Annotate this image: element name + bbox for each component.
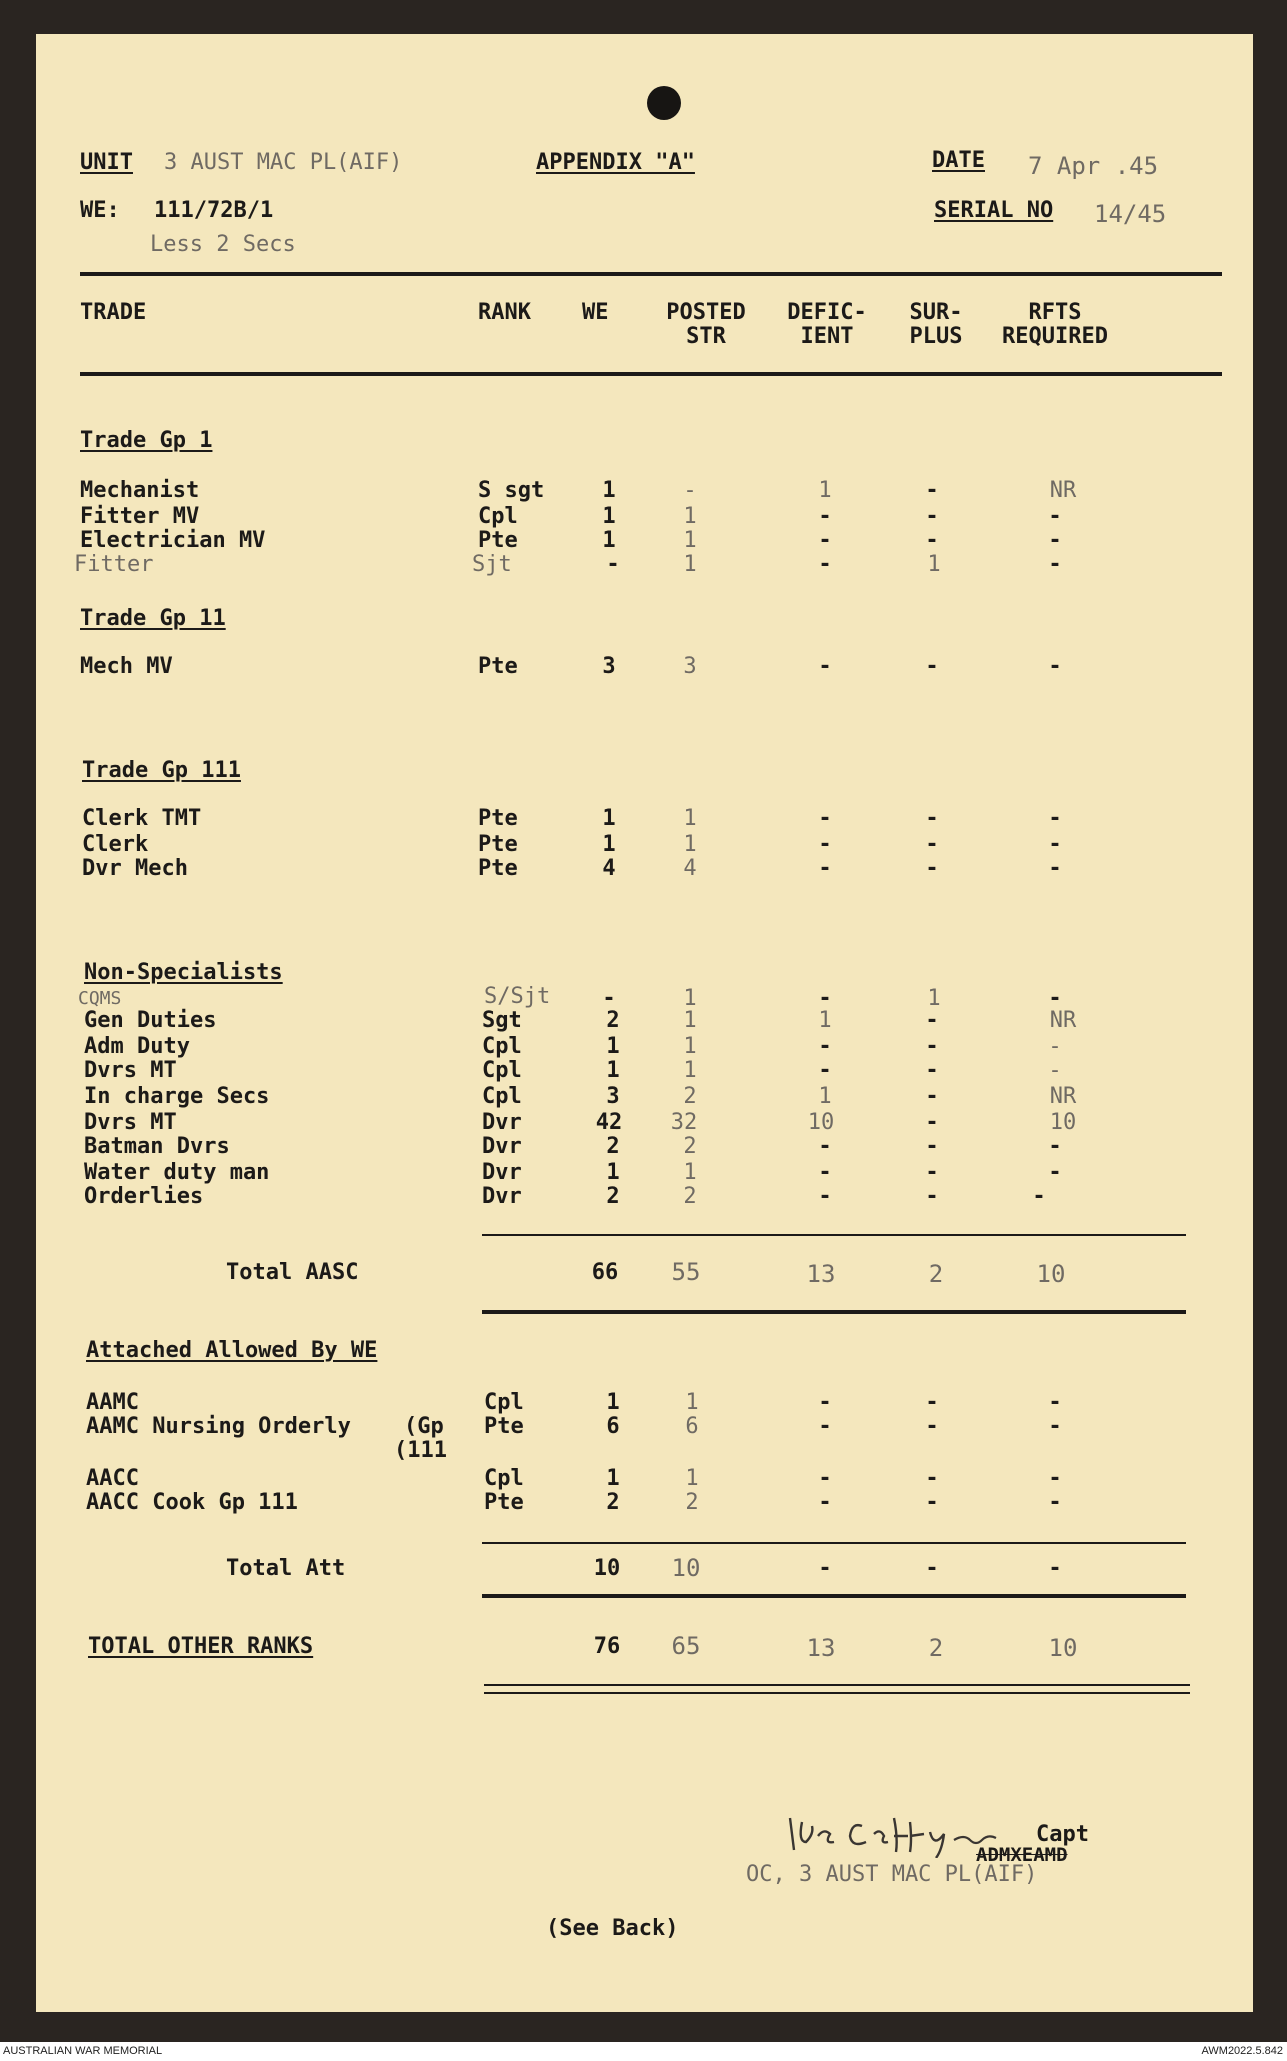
posted-cell: 1 [683, 986, 697, 1011]
col-posted-2: STR [686, 324, 726, 349]
deficient-cell: 1 [818, 478, 832, 503]
posted-cell: 4 [683, 856, 697, 881]
posted-cell: 3 [683, 654, 697, 679]
surplus-cell: - [925, 1414, 939, 1439]
posted-cell: 2 [683, 1084, 697, 1109]
deficient-cell: - [818, 806, 832, 831]
trade-cell: Fitter [74, 552, 154, 577]
deficient-cell: - [818, 832, 832, 857]
signature-title: OC, 3 AUST MAC PL(AIF) [746, 1862, 1038, 1887]
column-header-rule [80, 372, 1222, 376]
rank-cell: S sgt [478, 478, 545, 503]
trade-cell: Fitter MV [80, 504, 200, 529]
rfts-cell: - [1048, 806, 1062, 831]
grand-total-rule-2 [484, 1692, 1190, 1694]
rfts-cell: - [1048, 1414, 1062, 1439]
grand-total-rule-1 [484, 1684, 1190, 1686]
total-aasc-deficient: 13 [806, 1260, 836, 1288]
deficient-cell: - [818, 856, 832, 881]
rank-cell: Dvr [482, 1134, 522, 1159]
col-trade: TRADE [80, 300, 147, 325]
total-aasc-rfts: 10 [1036, 1260, 1066, 1288]
total-att-rfts: - [1048, 1556, 1062, 1581]
punch-hole [647, 86, 681, 120]
rfts-cell: - [1048, 1466, 1062, 1491]
total-att-deficient: - [818, 1556, 832, 1581]
posted-cell: 1 [685, 1390, 699, 1415]
rank-cell: Cpl [482, 1084, 522, 1109]
trade-cell: Dvr Mech [82, 856, 188, 881]
trade-cell: Orderlies [84, 1184, 204, 1209]
deficient-cell: - [818, 1390, 832, 1415]
we-value: 111/72B/1 [154, 198, 274, 223]
total-att-bottom-rule [482, 1594, 1186, 1598]
deficient-cell: - [818, 528, 832, 553]
trade-cell: Dvrs MT [84, 1058, 177, 1083]
trade-cell: Electrician MV [80, 528, 266, 553]
trade-cell: CQMS [78, 988, 122, 1009]
signature-struck-text: ADMXEAMD [976, 1844, 1068, 1866]
we-cell: - [602, 986, 616, 1011]
total-att-label: Total Att [226, 1556, 346, 1581]
deficient-cell: 1 [818, 1008, 832, 1033]
rank-cell: S/Sjt [484, 984, 551, 1009]
rank-cell: Pte [478, 654, 518, 679]
deficient-cell: - [818, 552, 832, 577]
surplus-cell: - [925, 1034, 939, 1059]
posted-cell: 1 [683, 1058, 697, 1083]
total-aasc-bottom-rule [482, 1310, 1186, 1314]
posted-cell: 1 [683, 1008, 697, 1033]
surplus-cell: - [925, 1160, 939, 1185]
posted-cell: 2 [685, 1490, 699, 1515]
total-aasc-top-rule [482, 1234, 1186, 1236]
trade-cell: Mechanist [80, 478, 200, 503]
total-other-ranks-label: TOTAL OTHER RANKS [88, 1634, 314, 1659]
group-heading-trade-gp-11: Trade Gp 11 [80, 606, 226, 631]
col-we: WE [582, 300, 609, 325]
we-cell: 3 [602, 654, 616, 679]
header-rule [80, 272, 1222, 276]
rank-cell: Cpl [484, 1390, 524, 1415]
col-rank: RANK [478, 300, 531, 325]
deficient-cell: 10 [807, 1110, 835, 1135]
col-rfts-1: RFTS [1028, 300, 1082, 325]
trade-cell: Dvrs MT [84, 1110, 177, 1135]
trade-note-111: (111 [394, 1438, 447, 1463]
deficient-cell: - [818, 1034, 832, 1059]
scan-frame-bottom [0, 2012, 1287, 2042]
posted-cell: 1 [683, 832, 697, 857]
deficient-cell: 1 [818, 1084, 832, 1109]
we-cell: 1 [602, 832, 616, 857]
rank-cell: Dvr [482, 1110, 522, 1135]
surplus-cell: 1 [927, 552, 941, 577]
trade-cell: In charge Secs [84, 1084, 270, 1109]
rfts-cell: - [1048, 1134, 1062, 1159]
surplus-cell: 1 [927, 986, 941, 1011]
rfts-cell: - [1048, 1490, 1062, 1515]
we-cell: 2 [606, 1008, 620, 1033]
date-label: DATE [932, 148, 985, 173]
surplus-cell: - [925, 806, 939, 831]
we-cell: 2 [606, 1134, 620, 1159]
trade-cell: Adm Duty [84, 1034, 190, 1059]
trade-cell: AACC Cook Gp 111 [86, 1490, 298, 1515]
trade-cell: Batman Dvrs [84, 1134, 230, 1159]
we-cell: 1 [606, 1058, 620, 1083]
rfts-cell: - [1048, 832, 1062, 857]
surplus-cell: - [925, 856, 939, 881]
trade-cell: AAMC Nursing Orderly [86, 1414, 351, 1439]
surplus-cell: - [925, 1134, 939, 1159]
we-cell: 1 [602, 478, 616, 503]
surplus-cell: - [925, 1058, 939, 1083]
posted-cell: 1 [683, 552, 697, 577]
col-surplus-1: SUR- [909, 300, 963, 325]
surplus-cell: - [925, 832, 939, 857]
we-cell: 42 [595, 1110, 623, 1135]
deficient-cell: - [818, 504, 832, 529]
rank-cell: Pte [478, 832, 518, 857]
rfts-cell: - [1048, 986, 1062, 1011]
deficient-cell: - [818, 1414, 832, 1439]
trade-cell: Clerk TMT [82, 806, 202, 831]
unit-value: 3 AUST MAC PL(AIF) [164, 150, 403, 175]
trade-cell: AACC [86, 1466, 139, 1491]
surplus-cell: - [925, 1008, 939, 1033]
posted-cell: - [683, 478, 697, 503]
rfts-cell: NR [1049, 1008, 1077, 1033]
deficient-cell: - [818, 1466, 832, 1491]
appendix-title: APPENDIX "A" [536, 150, 695, 175]
total-att-surplus: - [925, 1556, 939, 1581]
we-cell: 1 [602, 528, 616, 553]
total-att-top-rule [482, 1542, 1186, 1544]
rfts-cell: NR [1049, 478, 1077, 503]
archive-footer [0, 2042, 1287, 2061]
surplus-cell: - [925, 654, 939, 679]
rank-cell: Pte [478, 856, 518, 881]
we-cell: 3 [606, 1084, 620, 1109]
posted-cell: 1 [683, 504, 697, 529]
rank-cell: Sgt [482, 1008, 522, 1033]
total-aasc-we: 66 [591, 1260, 619, 1285]
total-aasc-label: Total AASC [226, 1260, 359, 1285]
rank-cell: Cpl [482, 1034, 522, 1059]
rfts-cell: 10 [1049, 1110, 1077, 1135]
we-cell: 2 [606, 1490, 620, 1515]
total-other-ranks-posted: 65 [671, 1632, 701, 1660]
deficient-cell: - [818, 654, 832, 679]
deficient-cell: - [818, 1184, 832, 1209]
posted-cell: 6 [685, 1414, 699, 1439]
surplus-cell: - [925, 504, 939, 529]
scan-frame-top [0, 0, 1287, 34]
rank-cell: Pte [478, 806, 518, 831]
we-cell: 1 [606, 1390, 620, 1415]
group-heading-attached: Attached Allowed By WE [86, 1338, 378, 1363]
total-aasc-surplus: 2 [928, 1260, 944, 1288]
deficient-cell: - [818, 1490, 832, 1515]
we-cell: 1 [606, 1034, 620, 1059]
rfts-cell: - [1048, 1058, 1062, 1083]
archive-reference: AWM2022.5.842 [1201, 2045, 1283, 2057]
surplus-cell: - [925, 1184, 939, 1209]
signature-rank: Capt [1036, 1822, 1089, 1847]
rfts-cell: - [1048, 552, 1062, 577]
total-aasc-posted: 55 [671, 1258, 701, 1286]
total-other-ranks-rfts: 10 [1048, 1634, 1078, 1662]
we-cell: 6 [606, 1414, 620, 1439]
rfts-cell: - [1048, 528, 1062, 553]
surplus-cell: - [925, 1084, 939, 1109]
trade-note-gp: (Gp [404, 1414, 444, 1439]
surplus-cell: - [925, 1110, 939, 1135]
group-heading-trade-gp-1: Trade Gp 1 [80, 428, 213, 453]
we-cell: 1 [606, 1160, 620, 1185]
see-back-note: (See Back) [546, 1916, 679, 1941]
rank-cell: Pte [478, 528, 518, 553]
we-cell: 2 [606, 1184, 620, 1209]
rank-cell: Cpl [484, 1466, 524, 1491]
we-cell: - [606, 552, 620, 577]
rfts-cell: - [1048, 856, 1062, 881]
document-page [36, 34, 1253, 2012]
total-other-ranks-we: 76 [593, 1634, 621, 1659]
we-label: WE: [80, 198, 120, 223]
total-other-ranks-deficient: 13 [806, 1634, 836, 1662]
we-note: Less 2 Secs [150, 232, 296, 257]
surplus-cell: - [925, 1466, 939, 1491]
rank-cell: Dvr [482, 1184, 522, 1209]
deficient-cell: - [818, 1058, 832, 1083]
rfts-cell: NR [1049, 1084, 1077, 1109]
posted-cell: 1 [683, 806, 697, 831]
rank-cell: Pte [484, 1414, 524, 1439]
total-att-we: 10 [593, 1556, 621, 1581]
surplus-cell: - [925, 528, 939, 553]
rank-cell: Pte [484, 1490, 524, 1515]
col-deficient-1: DEFIC- [787, 300, 867, 325]
we-cell: 1 [602, 806, 616, 831]
surplus-cell: - [925, 478, 939, 503]
unit-label: UNIT [80, 150, 133, 175]
total-other-ranks-surplus: 2 [928, 1634, 944, 1662]
posted-cell: 1 [683, 1034, 697, 1059]
posted-cell: 2 [683, 1184, 697, 1209]
rank-cell: Dvr [482, 1160, 522, 1185]
signature-scrawl [784, 1812, 1004, 1858]
rfts-cell: - [1032, 1184, 1046, 1209]
posted-cell: 1 [685, 1466, 699, 1491]
we-cell: 4 [602, 856, 616, 881]
rank-cell: Cpl [482, 1058, 522, 1083]
serial-value: 14/45 [1094, 200, 1167, 228]
rank-cell: Cpl [478, 504, 518, 529]
rfts-cell: - [1048, 1034, 1062, 1059]
total-att-posted: 10 [671, 1554, 701, 1582]
deficient-cell: - [818, 986, 832, 1011]
trade-cell: Mech MV [80, 654, 173, 679]
posted-cell: 2 [683, 1134, 697, 1159]
rfts-cell: - [1048, 1160, 1062, 1185]
date-value: 7 Apr .45 [1028, 152, 1159, 180]
posted-cell: 1 [683, 528, 697, 553]
rfts-cell: - [1048, 504, 1062, 529]
rfts-cell: - [1048, 1390, 1062, 1415]
group-heading-non-specialists: Non-Specialists [84, 960, 283, 985]
surplus-cell: - [925, 1490, 939, 1515]
archive-name: AUSTRALIAN WAR MEMORIAL [3, 2045, 163, 2057]
trade-cell: Clerk [82, 832, 149, 857]
col-deficient-2: IENT [800, 324, 854, 349]
col-posted-1: POSTED [666, 300, 746, 325]
surplus-cell: - [925, 1390, 939, 1415]
rfts-cell: - [1048, 654, 1062, 679]
scan-frame-left [0, 0, 36, 2040]
trade-cell: AAMC [86, 1390, 139, 1415]
we-cell: 1 [602, 504, 616, 529]
col-rfts-2: REQUIRED [1002, 324, 1108, 349]
trade-cell: Gen Duties [84, 1008, 217, 1033]
scan-frame-right [1253, 0, 1287, 2040]
we-cell: 1 [606, 1466, 620, 1491]
col-surplus-2: PLUS [909, 324, 963, 349]
deficient-cell: - [818, 1160, 832, 1185]
posted-cell: 32 [670, 1110, 698, 1135]
posted-cell: 1 [683, 1160, 697, 1185]
trade-cell: Water duty man [84, 1160, 270, 1185]
serial-label: SERIAL NO [934, 198, 1054, 223]
rank-cell: Sjt [472, 552, 512, 577]
deficient-cell: - [818, 1134, 832, 1159]
group-heading-trade-gp-111: Trade Gp 111 [82, 758, 241, 783]
